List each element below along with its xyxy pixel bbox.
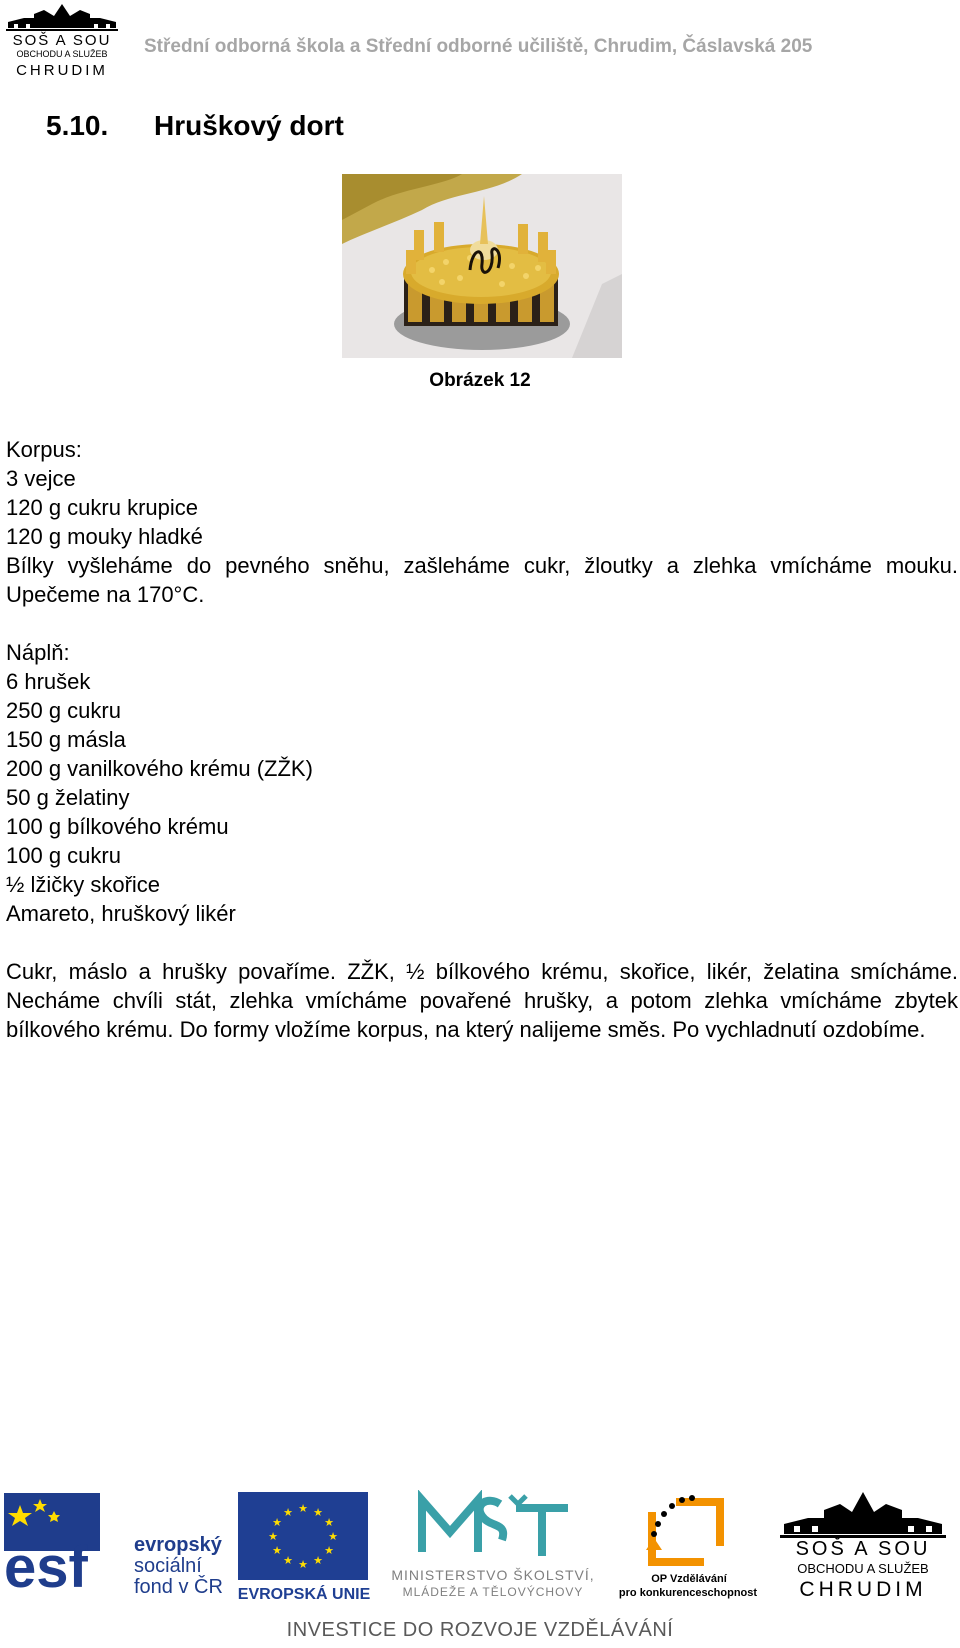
- eu-flag: [238, 1492, 368, 1580]
- msmt-line-2: MLÁDEŽE A TĚLOVÝCHOVY: [402, 1585, 584, 1599]
- msmt-line-1: MINISTERSTVO ŠKOLSTVÍ,: [391, 1567, 595, 1583]
- napln-ingredient: 100 g bílkového krému: [6, 814, 229, 839]
- svg-text:★: ★: [328, 1530, 338, 1543]
- op-line-2: pro konkurenceschopnost: [618, 1587, 758, 1599]
- svg-text:★: ★: [268, 1530, 278, 1543]
- svg-text:★: ★: [324, 1544, 334, 1557]
- logo-line-2: OBCHODU A SLUŽEB: [16, 49, 108, 59]
- esf-line-1: evropský: [134, 1534, 222, 1556]
- logo-line-3: CHRUDIM: [16, 62, 108, 79]
- korpus-heading: Korpus:: [6, 437, 82, 462]
- recipe-heading: [46, 110, 344, 142]
- korpus-ingredient: 120 g mouky hladké: [6, 524, 203, 549]
- footer-school-line-2: OBCHODU A SLUŽEB: [797, 1561, 929, 1576]
- napln-ingredient: 150 g másla: [6, 727, 126, 752]
- chateau-icon: [768, 1488, 958, 1538]
- napln-ingredient: ½ lžičky skořice: [6, 872, 161, 897]
- esf-label: [134, 1535, 223, 1598]
- esf-line-3: fond v ČR: [134, 1576, 223, 1598]
- logo-line-1: SOŠ A SOU: [12, 32, 112, 49]
- svg-text:★: ★: [313, 1506, 323, 1519]
- napln-ingredient: 200 g vanilkového krému (ZŽK): [6, 756, 313, 781]
- korpus-ingredient: 120 g cukru krupice: [6, 495, 198, 520]
- op-line-1: OP Vzdělávání: [651, 1573, 727, 1585]
- eu-label: EVROPSKÁ UNIE: [237, 1586, 371, 1603]
- image-caption: Obrázek 12: [429, 370, 531, 391]
- korpus-instructions: Bílky vyšleháme do pevného sněhu, zašleháme cukr, žloutky a zlehka vmícháme mouku. Upečeme na 170°C.: [6, 553, 958, 607]
- procedure-section: [6, 957, 960, 1044]
- korpus-section: [6, 435, 960, 609]
- school-logo: [4, 2, 120, 80]
- svg-text:esf: esf: [4, 1535, 88, 1590]
- napln-ingredient: 6 hrušek: [6, 669, 91, 694]
- svg-text:★: ★: [272, 1516, 282, 1529]
- svg-text:★: ★: [283, 1554, 293, 1567]
- footer-school-line-3: CHRUDIM: [799, 1578, 927, 1601]
- footer-tagline: INVESTICE DO ROZVOJE VZDĚLÁVÁNÍ: [286, 1619, 674, 1641]
- svg-text:★: ★: [324, 1516, 334, 1529]
- recipe-title: Hruškový dort: [154, 110, 344, 141]
- napln-ingredient: 100 g cukru: [6, 843, 121, 868]
- esf-line-2: sociální: [134, 1555, 202, 1577]
- svg-text:★: ★: [272, 1544, 282, 1557]
- napln-heading: Náplň:: [6, 640, 70, 665]
- recipe-number: 5.10.: [46, 110, 109, 141]
- cake-photo: [342, 174, 622, 358]
- napln-ingredient: 50 g želatiny: [6, 785, 130, 810]
- napln-ingredient: Amareto, hruškový likér: [6, 901, 236, 926]
- esf-logo: [4, 1493, 127, 1590]
- school-name: Střední odborná škola a Střední odborné učiliště, Chrudim, Čáslavská 205: [144, 36, 813, 57]
- procedure-text: Cukr, máslo a hrušky povaříme. ZŽK, ½ bílkového krému, skořice, likér, želatina smícháme. Necháme chvíli stát, zlehka vmícháme povařené hrušky, a potom zlehka vmícháme zbytek bílkového krému. Do formy vložíme korpus, na který nalijeme směs. Po vychladnutí ozdobíme.: [6, 959, 958, 1042]
- svg-text:★: ★: [298, 1502, 308, 1515]
- svg-text:★: ★: [313, 1554, 323, 1567]
- korpus-ingredient: 3 vejce: [6, 466, 76, 491]
- eu-stars-icon: [238, 1492, 368, 1580]
- footer-school-line-1: SOŠ A SOU: [795, 1538, 931, 1560]
- svg-text:★: ★: [298, 1558, 308, 1571]
- napln-ingredient: 250 g cukru: [6, 698, 121, 723]
- napln-section: [6, 638, 960, 928]
- svg-text:★: ★: [283, 1506, 293, 1519]
- chateau-icon: [4, 2, 120, 32]
- msmt-logo: [378, 1490, 608, 1600]
